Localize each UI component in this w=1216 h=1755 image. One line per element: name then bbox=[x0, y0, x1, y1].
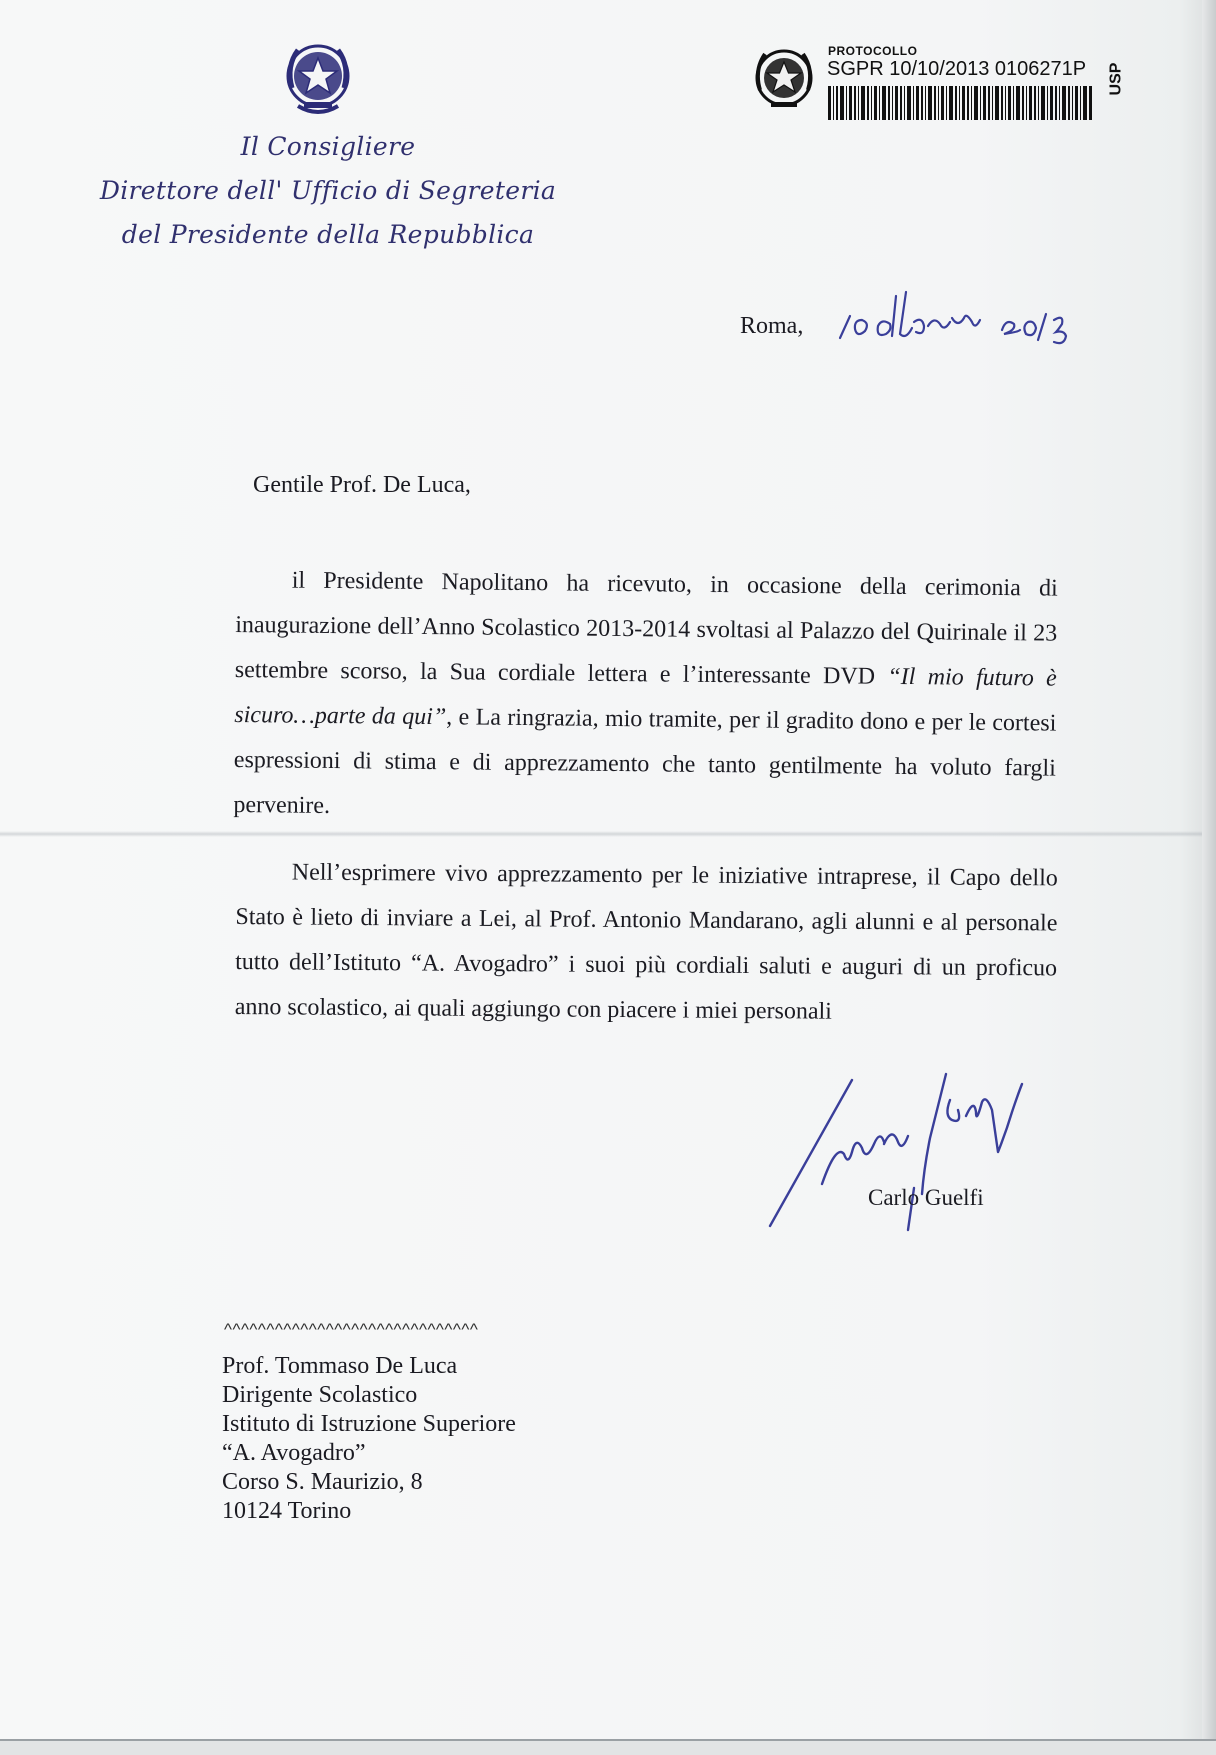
paper-edge bbox=[1202, 0, 1216, 1755]
scanner-edge bbox=[0, 1739, 1216, 1755]
recipient-address bbox=[222, 1352, 516, 1526]
address-line: Prof. Tommaso De Luca bbox=[222, 1353, 458, 1379]
letterhead-line: Il Consigliere bbox=[240, 132, 416, 161]
italian-republic-emblem-icon bbox=[748, 42, 820, 118]
address-line: 10124 Torino bbox=[222, 1498, 352, 1524]
address-line: “A. Avogadro” bbox=[222, 1440, 366, 1466]
letterhead-title bbox=[88, 125, 568, 257]
salutation: Gentile Prof. De Luca, bbox=[253, 472, 471, 498]
address-line: Dirigente Scolastico bbox=[222, 1382, 418, 1408]
signer-name: Carlo Guelfi bbox=[868, 1185, 984, 1210]
paragraph-text: , e La ringrazia, mio tramite, per il gradito dono e per le cortesi espressioni di stima e di apprezzamento che tanto gentilmente ha voluto fargli pervenire. bbox=[233, 704, 1057, 819]
handwritten-signature bbox=[760, 1060, 1060, 1250]
italian-republic-emblem-icon bbox=[278, 36, 358, 120]
protocol-label: PROTOCOLLO bbox=[828, 44, 918, 58]
paragraph-text: il Presidente Napolitano ha ricevuto, in occasione della cerimonia di inaugurazione dell’Anno Scolastico 2013-2014 svoltasi al Palazzo del Quirinale il 23 settembre scorso, la Sua cordiale lettera e l’interessante DVD bbox=[234, 567, 1058, 690]
protocol-stamp bbox=[748, 40, 1178, 150]
letter-paragraph bbox=[236, 850, 1058, 1030]
paragraph-text: Nell’esprimere vivo apprezzamento per le iniziative intraprese, il Capo dello Stato è lieto di inviare a Lei, al Prof. Antonio Mandarano, agli alunni e al personale tutto dell’Istituto “A. Avogadro” i suoi più cordiali saluti e auguri di un proficuo anno scolastico, ai quali aggiungo con piacere i miei personali bbox=[234, 859, 1058, 1025]
address-line: Istituto di Istruzione Superiore bbox=[222, 1411, 516, 1437]
separator: ^^^^^^^^^^^^^^^^^^^^^^^^^^^^^^ bbox=[224, 1320, 479, 1339]
protocol-code: SGPR 10/10/2013 0106271P bbox=[827, 58, 1087, 80]
dvd-title: “Il mio futuro è sicuro…parte da qui” bbox=[234, 663, 1057, 731]
protocol-side-code: USP bbox=[1107, 62, 1125, 96]
date-place: Roma, bbox=[740, 313, 804, 339]
letterhead-line: del Presidente della Repubblica bbox=[121, 220, 535, 249]
letter-paragraph bbox=[233, 558, 1058, 828]
barcode bbox=[828, 86, 1092, 120]
handwritten-date bbox=[834, 282, 1104, 352]
address-line: Corso S. Maurizio, 8 bbox=[222, 1469, 423, 1495]
letterhead-line: Direttore dell' Ufficio di Segreteria bbox=[99, 176, 557, 205]
